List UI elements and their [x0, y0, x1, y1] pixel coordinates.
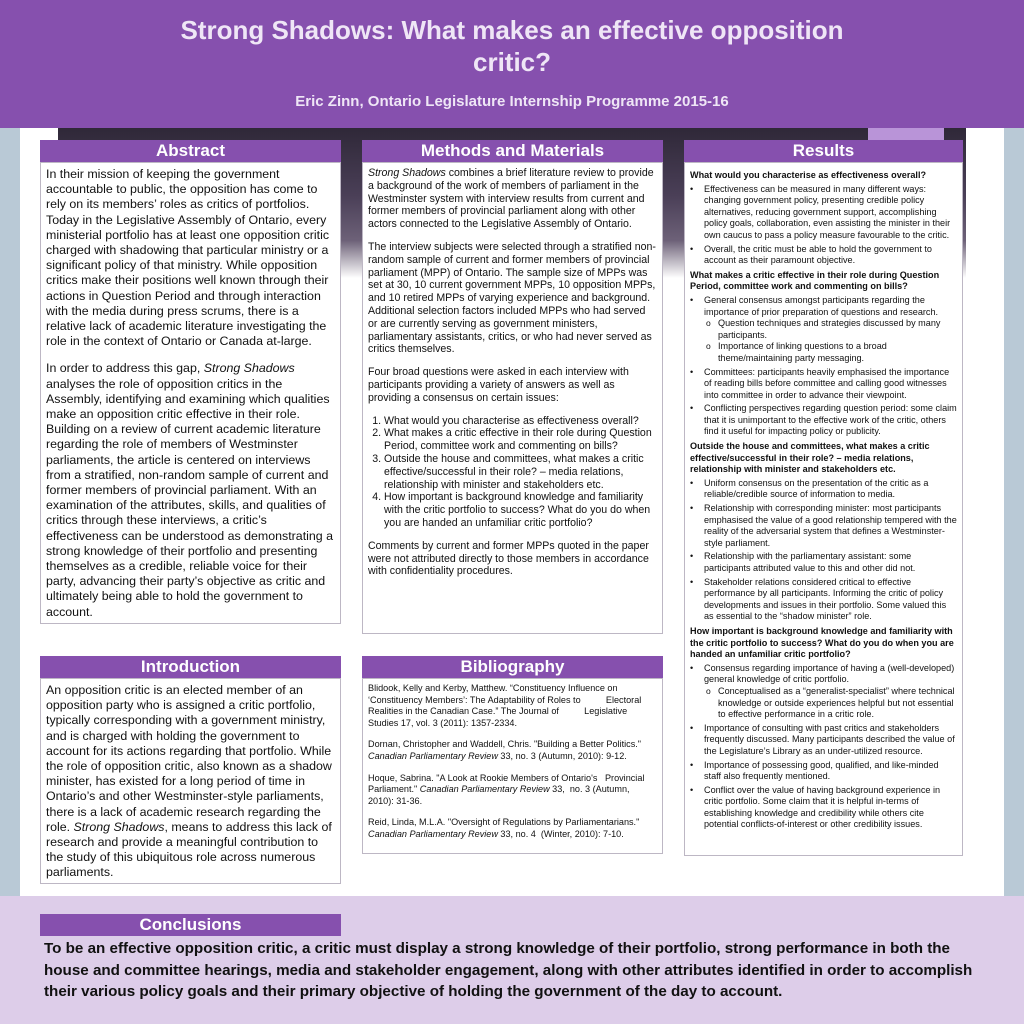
- methods-question-list: [368, 415, 657, 530]
- methods-question: 2. What makes a critic effective in their role during Question Period, committee work and commenting on bills?: [384, 427, 657, 453]
- bibliography-entry: [368, 817, 657, 840]
- methods-heading: Methods and Materials: [362, 140, 663, 162]
- results-item: • Effectiveness can be measured in many different ways: changing government policy, presenting credible policy alternatives, reducing government support, accomplishing policy goals, collaboration, even assisting the minister in their own caucus to pass a policy measure favourable to the critic.: [700, 184, 957, 242]
- results-sublist: [704, 686, 957, 721]
- results-item: • Conflicting perspectives regarding question period: some claim that it is unimportant to the effective work of the critic, others find it useful for impacting policy or publicity.: [700, 403, 957, 438]
- results-item: • Relationship with corresponding minister: most participants emphasised the value of a good relationship tempered with the reality of the adversarial system that defines a Westminster-style parliament.: [700, 503, 957, 549]
- abstract-p2-emphasis: Strong Shadows: [203, 361, 295, 376]
- abstract-panel: [40, 162, 341, 624]
- methods-question: 4. How important is background knowledge and familiarity with the critic portfolio to success? What do you do when you are handed an unfamiliar critic portfolio?: [384, 491, 657, 529]
- results-question-1: What would you characterise as effectiveness overall?: [690, 170, 927, 180]
- methods-paragraph-1: [368, 167, 657, 231]
- abstract-p2-text-end: analyses the role of opposition critics in the Assembly, identifying and examining which qualities make an opposition critic effective in their role. Building on a review of current academic literature regarding the role of members of Westminster parliaments, the article is centered on interviews from a stratified, non-random sample of current and former members of provincial parliament. With an examination of the attributes, skills, and qualities of critics through these interviews, a critic’s effectiveness can be understood as demonstrating a strong knowledge of their portfolio and presenting themselves as a credible, reliable voice for their party, advancing their party’s objective as critic and ultimately being able to hold the government to account.: [46, 376, 334, 619]
- results-list-3: [690, 478, 957, 623]
- bib-entry-journal: Canadian Parliamentary Review: [368, 828, 498, 839]
- results-item: • Importance of possessing good, qualified, and like-minded staff also frequently mentioned.: [700, 760, 957, 783]
- results-subitem: o Conceptualised as a “generalist-specialist” where technical knowledge or outside experiences helpful but not essential to effective performance in a critic role.: [716, 686, 957, 721]
- bib-entry-journal: Canadian Parliamentary Review: [419, 784, 550, 795]
- methods-p1-emphasis: Strong Shadows: [368, 167, 446, 179]
- bib-entry-text-end: 33, no. 4 (Winter, 2010): 7-10.: [497, 828, 624, 839]
- methods-paragraph-2: The interview subjects were selected through a stratified non-random sample of current and former members of provincial parliament (MPP) of Ontario. The sample size of MPPs was set at 30, 10 current government MPPs, 10 opposition MPPs, and 10 retired MPPs of varying experience and background. Additional selection factors included MPPs who had served or are currently serving as government ministers, parliamentary assistants, critics, or who had never served as critics themselves.: [368, 240, 656, 356]
- results-item: • Stakeholder relations considered critical to effective performance by all participants. Informing the critic of policy developments and issues in their portfolio. Some valued this as essential to the “shadow minister” role.: [700, 577, 957, 623]
- results-item: [700, 663, 957, 721]
- methods-question: 1. What would you characterise as effectiveness overall?: [384, 415, 657, 428]
- introduction-emphasis: Strong Shadows: [73, 819, 165, 834]
- decorative-accent: [868, 128, 944, 140]
- results-subitem: o Question techniques and strategies discussed by many participants.: [716, 318, 957, 341]
- methods-p1-text: combines a brief literature review to provide a background of the work of members of parliament in the Westminster system with interview results from current and former members of provincial parliament along with other actors connected to the Legislative Assembly of Ontario.: [368, 167, 654, 231]
- abstract-paragraph-2: [46, 361, 335, 619]
- introduction-panel: [40, 678, 341, 884]
- results-question-4: How important is background knowledge and familiarity with the critic portfolio to success? What do you do when you are handed an unfamiliar critic portfolio?: [690, 625, 954, 660]
- methods-question: 3. Outside the house and committees, what makes a critic effective/successful in their role? – media relations, relationship with minister and stakeholders etc.: [384, 453, 657, 491]
- results-question-2: What makes a critic effective in their role during Question Period, committee work and commenting on bills?: [690, 269, 940, 292]
- introduction-text: An opposition critic is an elected member of an opposition party who is assigned a critic portfolio, typically corresponding with a government ministry, and is charged with holding the government to account for its actions regarding that portfolio. While the role of opposition critic, also known as a shadow minister, has existed for a long period of time in Ontario’s and other Westminster-style parliaments, there is a lack of academic research regarding the role.: [46, 683, 332, 834]
- bibliography-panel: [362, 678, 663, 854]
- results-item: • Committees: participants heavily emphasised the importance of reading bills before committee and calling good witnesses into committee in order to advance their viewpoint.: [700, 367, 957, 402]
- abstract-p2-text: In order to address this gap,: [46, 361, 204, 376]
- poster-title: Strong Shadows: What makes an effective opposition critic?: [180, 15, 844, 77]
- bib-entry-text: Hoque, Sabrina. "A Look at Rookie Members of Ontario's Provincial Parliament.": [368, 772, 647, 795]
- results-sublist: [704, 318, 957, 364]
- introduction-heading: Introduction: [40, 656, 341, 678]
- results-item-text: Consensus regarding importance of having a (well-developed) general knowledge of critic portfolio.: [704, 662, 955, 685]
- bib-entry-text: Reid, Linda, M.L.A. "Oversight of Regulations by Parliamentarians.": [368, 817, 640, 828]
- bib-entry-journal: Canadian Parliamentary Review: [368, 750, 498, 761]
- conclusions-text: To be an effective opposition critic, a critic must display a strong knowledge of their portfolio, strong performance in both the house and committee hearings, media and stakeholder engagement, along with other attributes identified in order to accomplish their various policy goals and their primary objective of holding the government of the day to account.: [44, 940, 973, 1000]
- methods-paragraph-3: Four broad questions were asked in each interview with participants providing a variety of answers as well as providing a consensus on certain issues:: [368, 366, 629, 404]
- poster-author: Eric Zinn, Ontario Legislature Internship Programme 2015-16: [295, 93, 729, 110]
- results-item: • Conflict over the value of having background experience in critic portfolio. Some claim that it is helpful in-terms of establishing knowledge and credibility while others cite potential conflicts-of-interest or other credibility issues.: [700, 785, 957, 831]
- conclusions-heading: Conclusions: [40, 914, 341, 936]
- introduction-text-end: , means to address this lack of research and provide a meaningful contribution to the study of this ubiquitous role across numerous parliaments.: [46, 819, 332, 880]
- results-subitem: o Importance of linking questions to a broad theme/maintaining party messaging.: [716, 341, 957, 364]
- abstract-heading: Abstract: [40, 140, 341, 162]
- results-item: • Importance of consulting with past critics and stakeholders frequently discussed. Many participants described the value of the Legislature’s Library as an under-utilized resource.: [700, 723, 957, 758]
- bibliography-entry: Blidook, Kelly and Kerby, Matthew. “Constituency Influence on ‘Constituency Members’: The Adaptability of Roles to Electoral Realities in the Canadian Case.” The Journal of Legislative Studies 17, vol. 3 (2011): 1357-2334.: [368, 683, 644, 728]
- results-item: [700, 295, 957, 365]
- results-question-3: Outside the house and committees, what makes a critic effective/successful in their role? – media relations, relationship with minister and stakeholders etc.: [690, 441, 930, 475]
- introduction-paragraph: [46, 683, 335, 881]
- results-list-2: [690, 295, 957, 438]
- methods-panel: [362, 162, 663, 634]
- results-item-text: General consensus amongst participants regarding the importance of prior preparation of questions and research.: [704, 294, 939, 317]
- bib-entry-text-end: 33, no. 3 (Autumn, 2010): 9-12.: [497, 750, 627, 761]
- results-item: • Overall, the critic must be able to hold the government to account as their paramount objective.: [700, 244, 957, 267]
- results-list-1: [690, 184, 957, 267]
- bib-entry-text: Dornan, Christopher and Waddell, Chris. "Building a Better Politics.": [368, 739, 641, 750]
- bibliography-heading: Bibliography: [362, 656, 663, 678]
- bibliography-entry: [368, 739, 657, 762]
- bibliography-entry: [368, 773, 657, 808]
- abstract-paragraph-1: In their mission of keeping the government accountable to public, the opposition has come to rely on its members’ roles as critics of portfolios. Today in the Legislative Assembly of Ontario, every ministerial portfolio has at least one opposition critic charged with shadowing that particular ministry or a significant policy of that ministry. While opposition critics make their positions well known through their actions in Question Period and through interaction with the media during press scrums, there is a relative lack of academic literature investigating the role in the context of Ontario or Canada at-large.: [46, 167, 330, 349]
- results-item: • Uniform consensus on the presentation of the critic as a reliable/credible source of information to media.: [700, 478, 957, 501]
- poster-header: [0, 0, 1024, 128]
- bib-entry-text-end: 33, no. 3 (Autumn, 2010): 31-36.: [368, 784, 633, 806]
- methods-paragraph-4: Comments by current and former MPPs quoted in the paper were not attributed directly to those members in accordance with confidentiality procedures.: [368, 539, 649, 578]
- results-panel: [684, 162, 963, 856]
- results-item: • Relationship with the parliamentary assistant: some participants attributed value to this and other did not.: [700, 551, 957, 574]
- results-heading: Results: [684, 140, 963, 162]
- results-list-4: [690, 663, 957, 831]
